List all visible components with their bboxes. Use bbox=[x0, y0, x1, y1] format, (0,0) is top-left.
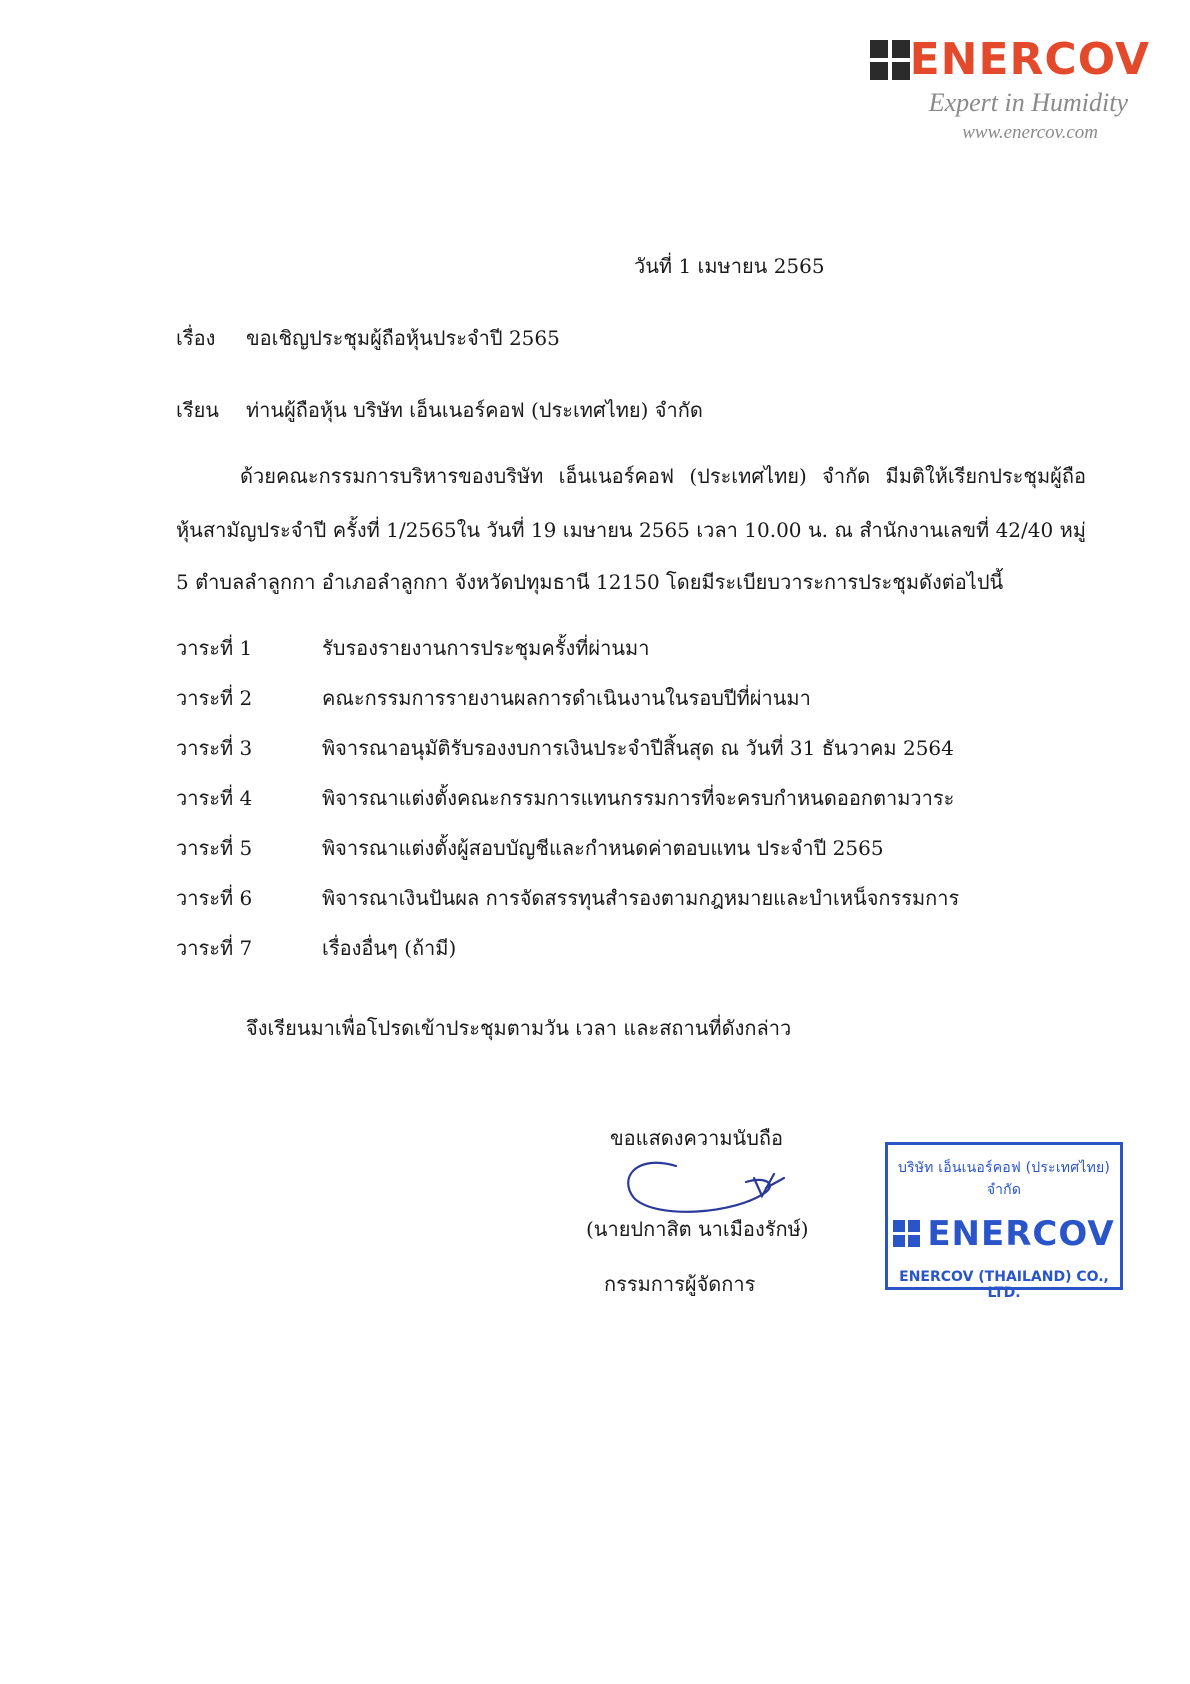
closing-text: จึงเรียนมาเพื่อโปรดเข้าประชุมตามวัน เวลา และสถานที่ดังกล่าว bbox=[246, 1016, 792, 1040]
body-line-3: 5 ตำบลลำลูกกา อำเภอลำลูกกา จังหวัดปทุมธานี 12150 โดยมีระเบียบวาระการประชุมดังต่อไปนี้ bbox=[176, 570, 1004, 594]
letter-date: วันที่ 1 เมษายน 2565 bbox=[634, 254, 825, 278]
recipient-value: ท่านผู้ถือหุ้น บริษัท เอ็นเนอร์คอฟ (ประเทศไทย) จำกัด bbox=[246, 398, 703, 422]
enercov-logo-icon bbox=[870, 40, 902, 80]
agenda-item: เรื่องอื่นๆ (ถ้ามี) bbox=[322, 936, 457, 960]
agenda-item: รับรองรายงานการประชุมครั้งที่ผ่านมา bbox=[322, 636, 650, 660]
company-stamp bbox=[885, 1142, 1123, 1301]
regards-text: ขอแสดงความนับถือ bbox=[610, 1126, 784, 1150]
agenda-number: วาระที่ 2 bbox=[176, 686, 253, 710]
agenda-number: วาระที่ 6 bbox=[176, 886, 253, 910]
brand-row bbox=[870, 36, 1150, 84]
agenda-item: พิจารณาอนุมัติรับรองงบการเงินประจำปีสิ้นสุด ณ วันที่ 31 ธันวาคม 2564 bbox=[322, 736, 954, 760]
brand-tagline: Expert in Humidity bbox=[928, 88, 1128, 117]
body-line-2: หุ้นสามัญประจำปี ครั้งที่ 1/2565ใน วันที่ 19 เมษายน 2565 เวลา 10.00 น. ณ สำนักงานเลขที่ 42/40 หมู่ bbox=[176, 518, 1086, 542]
subject-value: ขอเชิญประชุมผู้ถือหุ้นประจำปี 2565 bbox=[246, 326, 560, 350]
body-line-1: ด้วยคณะกรรมการบริหารของบริษัท เอ็นเนอร์คอฟ (ประเทศไทย) จำกัด มีมติให้เรียกประชุมผู้ถือ bbox=[240, 464, 1086, 488]
stamp-brand-row bbox=[888, 1215, 1120, 1253]
stamp-company-english: ENERCOV (THAILAND) CO., LTD. bbox=[899, 1269, 1109, 1301]
agenda-number: วาระที่ 1 bbox=[176, 636, 253, 660]
stamp-brand: ENERCOV bbox=[927, 1214, 1115, 1254]
signer-position: กรรมการผู้จัดการ bbox=[604, 1272, 756, 1296]
subject-label: เรื่อง bbox=[176, 326, 216, 350]
signer-name: (นายปกาสิต นาเมืองรักษ์) bbox=[586, 1217, 809, 1241]
brand-name: ENERCOV bbox=[909, 34, 1150, 85]
agenda-number: วาระที่ 3 bbox=[176, 736, 253, 760]
letterhead bbox=[870, 36, 1150, 144]
agenda-item: คณะกรรมการรายงานผลการดำเนินงานในรอบปีที่ผ่านมา bbox=[322, 686, 811, 710]
agenda-item: พิจารณาเงินปันผล การจัดสรรทุนสำรองตามกฎหมายและบำเหน็จกรรมการ bbox=[322, 886, 960, 910]
brand-website: www.enercov.com bbox=[962, 122, 1098, 143]
agenda-number: วาระที่ 5 bbox=[176, 836, 253, 860]
agenda-item: พิจารณาแต่งตั้งคณะกรรมการแทนกรรมการที่จะครบกำหนดออกตามวาระ bbox=[322, 786, 955, 810]
stamp-logo-icon bbox=[893, 1220, 921, 1248]
recipient-label: เรียน bbox=[176, 398, 219, 422]
handwritten-signature bbox=[616, 1148, 796, 1218]
agenda-number: วาระที่ 7 bbox=[176, 936, 253, 960]
agenda-item: พิจารณาแต่งตั้งผู้สอบบัญชีและกำหนดค่าตอบแทน ประจำปี 2565 bbox=[322, 836, 884, 860]
agenda-number: วาระที่ 4 bbox=[176, 786, 253, 810]
stamp-company-thai: บริษัท เอ็นเนอร์คอฟ (ประเทศไทย) จำกัด bbox=[897, 1160, 1111, 1198]
